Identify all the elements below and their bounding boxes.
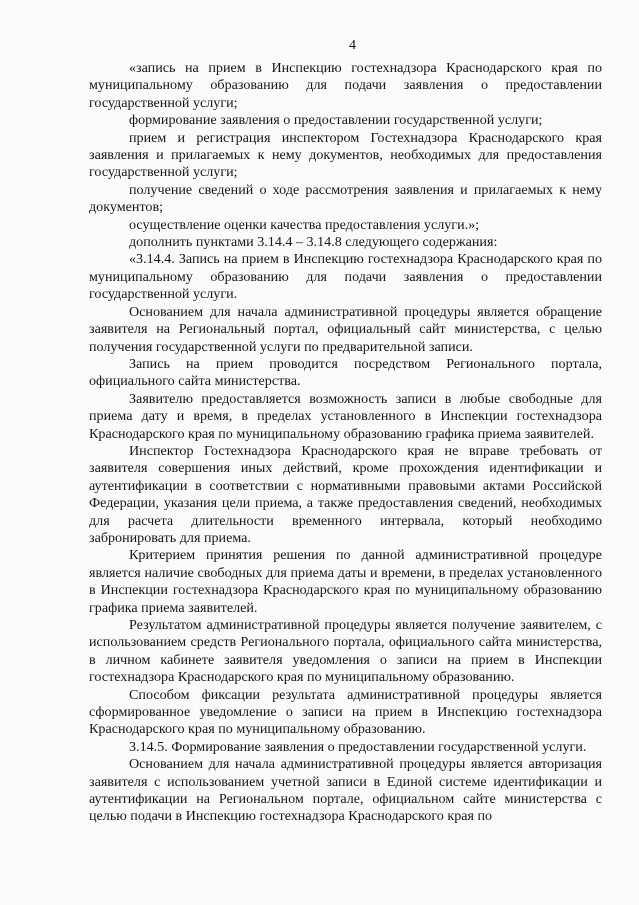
paragraph: «запись на прием в Инспекцию гостехнадзора Краснодарского края по муниципальному образованию для подачи заявления о предоставлении государственной услуги; [89,60,602,111]
document-body [89,60,602,826]
page-number: 4 [349,38,356,53]
paragraph: Результатом административной процедуры является получение заявителем, с использованием средств Регионального портала, официального сайта министерства, в личном кабинете заявителя уведомления о записи на прием в Инспекции гостехнадзора Краснодарского края по муниципальному образованию. [89,617,602,686]
paragraph: прием и регистрация инспектором Гостехнадзора Краснодарского края заявления и прилагаемых к нему документов, необходимых для предоставления государственной услуги; [89,129,602,181]
paragraph: формирование заявления о предоставлении государственной услуги; [129,112,543,129]
paragraph: Основанием для начала административной процедуры является авторизация заявителя с использованием учетной записи в Единой системе идентификации и аутентификации на Региональном портале, официальном сайте министерства с целью подачи в Инспекцию гостехнадзора Краснодарского края по [89,756,602,825]
paragraph: дополнить пунктами 3.14.4 – 3.14.8 следующего содержания: [129,234,498,251]
paragraph: Основанием для начала административной процедуры является обращение заявителя на Региональный портал, официальный сайт министерства, с целью получения государственной услуги по предварительной записи. [89,303,602,355]
paragraph: 3.14.5. Формирование заявления о предоставлении государственной услуги. [129,738,587,755]
paragraph: осуществление оценки качества предоставления услуги.»; [129,216,480,233]
paragraph: Критерием принятия решения по данной административной процедуре является наличие свободных для приема даты и времени, в пределах установленного в Инспекции гостехнадзора Краснодарского края по муниципальному образованию графика приема заявителей. [89,547,602,616]
paragraph: получение сведений о ходе рассмотрения заявления и прилагаемых к нему документов; [89,181,602,216]
paragraph: «3.14.4. Запись на прием в Инспекцию гостехнадзора Краснодарского края по муниципальному образованию для подачи заявления о предоставлении государственной услуги. [89,251,602,303]
paragraph: Способом фиксации результата административной процедуры является сформированное уведомление о записи на прием в Инспекцию гостехнадзора Краснодарского края по муниципальному образованию. [89,686,602,738]
paragraph: Инспектор Гостехнадзора Краснодарского края не вправе требовать от заявителя совершения иных действий, кроме прохождения идентификации и аутентификации в соответствии с нормативными правовыми актами Российской Федерации, указания цели приема, а также предоставления сведений, необходимых для расчета длительности временного интервала, который необходимо забронировать для приема. [89,442,602,546]
paragraph: Запись на прием проводится посредством Регионального портала, официального сайта министерства. [89,355,602,390]
paragraph: Заявителю предоставляется возможность записи в любые свободные для приема дату и время, в пределах установленного в Инспекции гостехнадзора Краснодарского края по муниципальному образованию графика приема заявителей. [89,390,602,442]
